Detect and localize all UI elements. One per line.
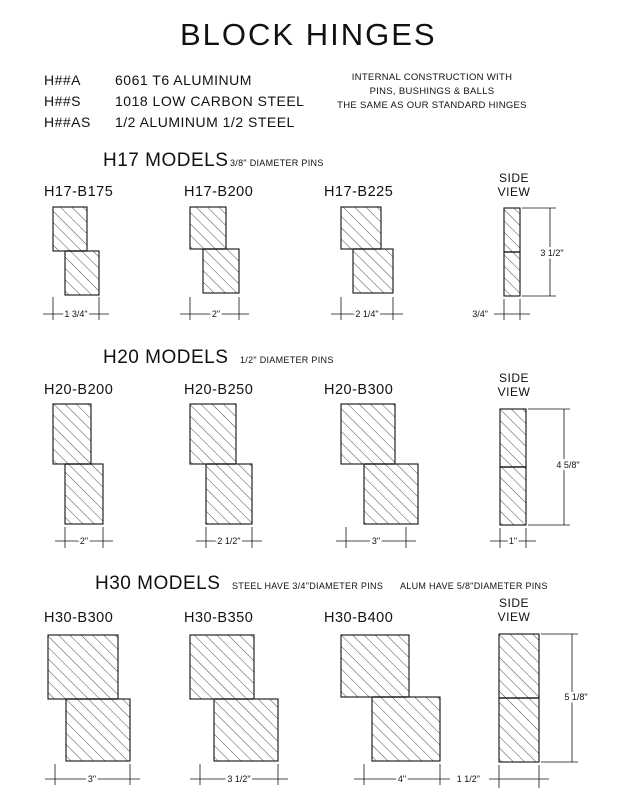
section-pin-note-2: ALUM HAVE 5/8"DIAMETER PINS <box>400 581 548 591</box>
hinge-leaf-upper <box>190 635 254 699</box>
construction-note-line-2: PINS, BUSHINGS & BALLS <box>369 86 495 97</box>
section-pin-note: 1/2" DIAMETER PINS <box>240 355 334 365</box>
side-view-label-1: SIDE <box>498 171 530 185</box>
model-name: H20-B250 <box>184 382 254 398</box>
width-dimension: 1 3/4" <box>64 309 88 319</box>
width-dimension: 2 1/2" <box>217 536 241 546</box>
section-pin-note: STEEL HAVE 3/4"DIAMETER PINS <box>232 581 384 591</box>
page-title: BLOCK HINGES <box>180 17 437 52</box>
hinge-leaf-upper <box>341 404 395 464</box>
section-h20 <box>44 347 580 548</box>
side-view-label-2: VIEW <box>497 385 531 399</box>
side-view-leaf-upper <box>500 409 526 467</box>
model-name: H17-B225 <box>324 184 394 200</box>
width-dimension: 3" <box>371 536 381 546</box>
hinge-leaf-upper <box>48 635 118 699</box>
hinge-leaf-lower <box>353 249 393 293</box>
material-desc-a: 6061 T6 ALUMINUM <box>115 72 252 88</box>
hinge-leaf-lower <box>203 249 239 293</box>
hinge-leaf-lower <box>65 464 103 524</box>
side-view-leaf-lower <box>504 252 520 296</box>
section-title: H17 MODELS <box>103 150 229 171</box>
width-dimension: 3 1/2" <box>227 774 251 784</box>
width-dimension: 2" <box>79 536 89 546</box>
construction-note-line-1: INTERNAL CONSTRUCTION WITH <box>351 72 513 83</box>
model-name: H20-B300 <box>324 382 394 398</box>
side-view-label-2: VIEW <box>497 185 531 199</box>
thickness-dimension: 3/4" <box>472 309 488 319</box>
side-view-label-1: SIDE <box>498 371 530 385</box>
material-code-a: H##A <box>44 72 82 88</box>
side-view-label-2: VIEW <box>497 610 531 624</box>
section-pin-note: 3/8" DIAMETER PINS <box>230 158 324 168</box>
hinge-leaf-lower <box>66 699 130 761</box>
width-dimension: 4" <box>397 774 407 784</box>
hinge-leaf-lower <box>364 464 418 524</box>
hinge-leaf-lower <box>206 464 252 524</box>
model-name: H17-B175 <box>44 184 114 200</box>
section-h17 <box>43 150 564 320</box>
thickness-dimension: 1 1/2" <box>456 774 480 784</box>
side-view-leaf-upper <box>504 208 520 252</box>
model-name: H30-B400 <box>324 610 394 626</box>
height-dimension: 5 1/8" <box>564 692 588 702</box>
section-title: H30 MODELS <box>95 573 221 594</box>
material-code-as: H##AS <box>44 114 91 130</box>
hinge-leaf-upper <box>53 404 91 464</box>
width-dimension: 2 1/4" <box>355 309 379 319</box>
model-name: H30-B300 <box>44 610 114 626</box>
side-view-leaf-lower <box>499 698 539 762</box>
hinge-leaf-upper <box>341 635 409 697</box>
model-name: H30-B350 <box>184 610 254 626</box>
material-code-s: H##S <box>44 93 82 109</box>
section-h30 <box>44 573 588 788</box>
width-dimension: 3" <box>87 774 97 784</box>
side-view-leaf-upper <box>499 634 539 698</box>
thickness-dimension: 1" <box>508 536 518 546</box>
hinge-leaf-lower <box>214 699 278 761</box>
section-title: H20 MODELS <box>103 347 229 368</box>
side-view-leaf-lower <box>500 467 526 525</box>
hinge-leaf-upper <box>190 207 226 249</box>
side-view-label-1: SIDE <box>498 596 530 610</box>
hinge-leaf-upper <box>341 207 381 249</box>
hinge-leaf-lower <box>65 251 99 295</box>
material-desc-s: 1018 LOW CARBON STEEL <box>115 93 305 109</box>
material-desc-as: 1/2 ALUMINUM 1/2 STEEL <box>115 114 295 130</box>
width-dimension: 2" <box>211 309 221 319</box>
model-name: H20-B200 <box>44 382 114 398</box>
hinge-leaf-upper <box>53 207 87 251</box>
height-dimension: 3 1/2" <box>540 248 564 258</box>
height-dimension: 4 5/8" <box>556 460 580 470</box>
hinge-leaf-upper <box>190 404 236 464</box>
hinge-leaf-lower <box>372 697 440 761</box>
construction-note-line-3: THE SAME AS OUR STANDARD HINGES <box>337 100 527 111</box>
model-name: H17-B200 <box>184 184 254 200</box>
